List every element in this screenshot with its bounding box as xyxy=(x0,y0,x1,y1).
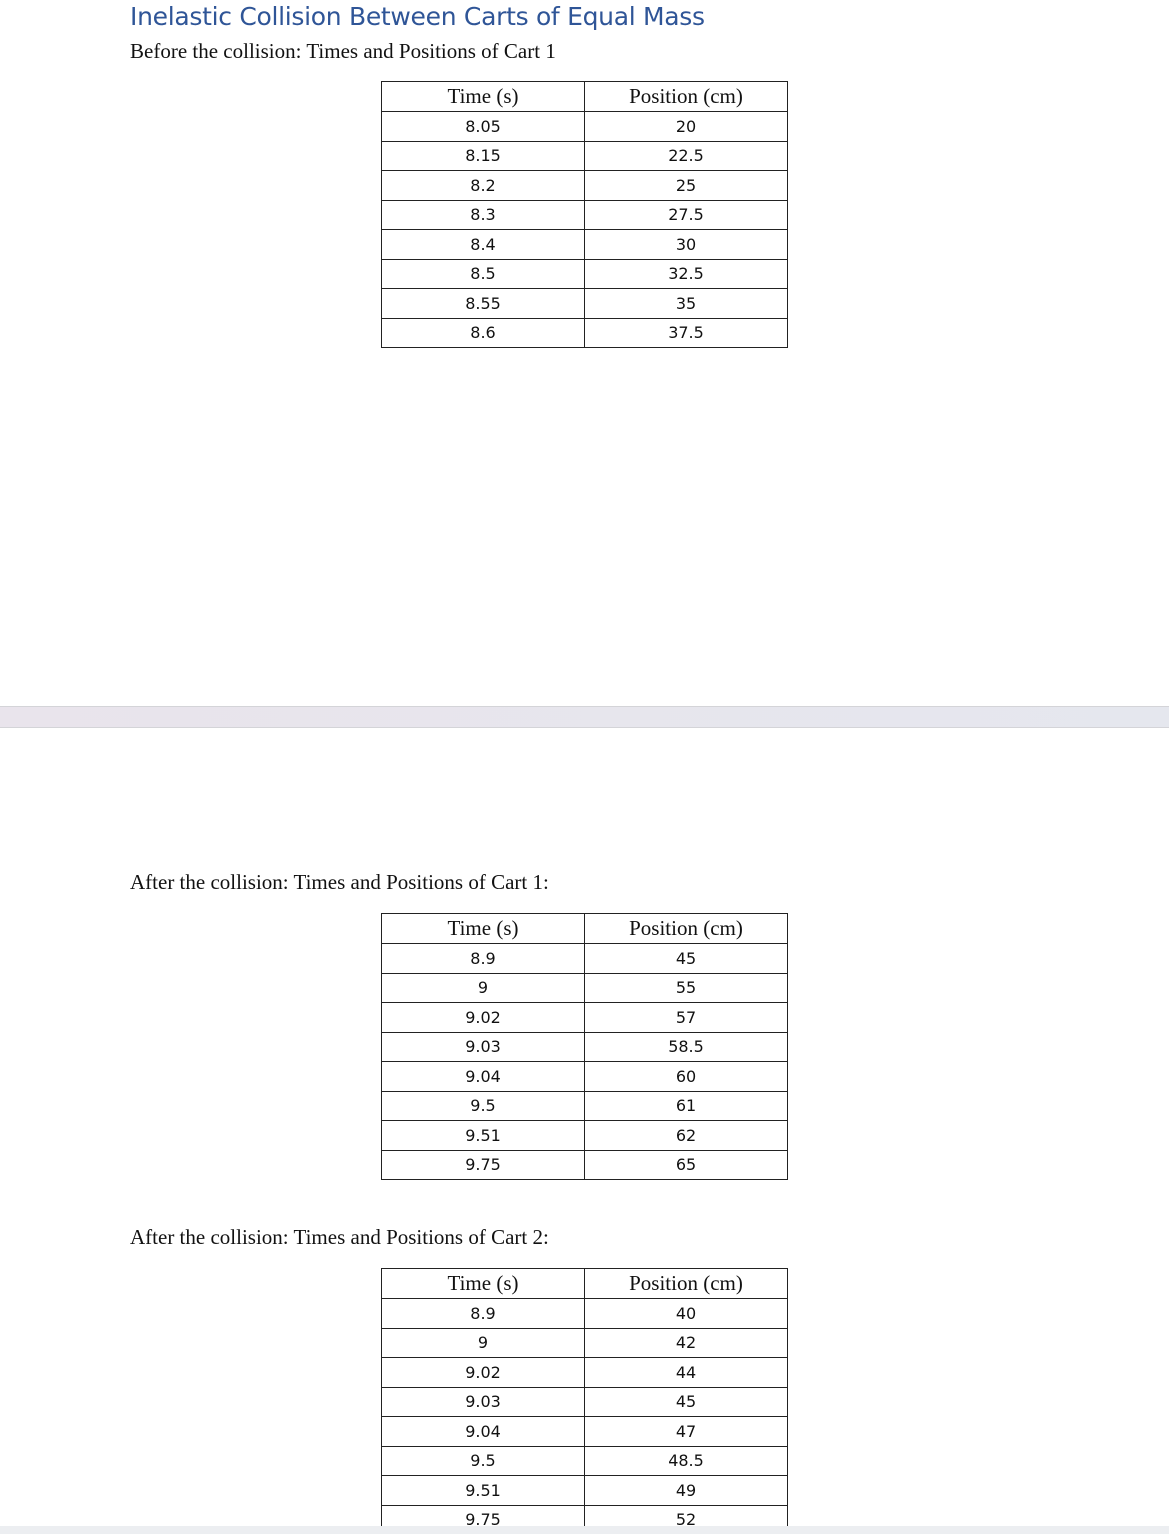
time-cell: 9.03 xyxy=(382,1387,585,1417)
table-row xyxy=(382,1417,788,1447)
table-row xyxy=(382,230,788,260)
table-header-row xyxy=(382,1269,788,1299)
time-cell: 8.05 xyxy=(382,112,585,142)
position-cell: 27.5 xyxy=(585,200,788,230)
position-cell: 40 xyxy=(585,1299,788,1329)
table-header-row xyxy=(382,82,788,112)
table-row xyxy=(382,1476,788,1506)
table-header-row xyxy=(382,914,788,944)
document-title: Inelastic Collision Between Carts of Equal Mass xyxy=(130,2,705,31)
table-row xyxy=(382,171,788,201)
position-cell: 22.5 xyxy=(585,141,788,171)
position-cell: 32.5 xyxy=(585,259,788,289)
position-cell: 48.5 xyxy=(585,1446,788,1476)
column-header-position: Position (cm) xyxy=(585,914,788,944)
table-after-cart1 xyxy=(381,913,788,1180)
column-header-time: Time (s) xyxy=(382,82,585,112)
position-cell: 45 xyxy=(585,944,788,974)
time-cell: 9.04 xyxy=(382,1062,585,1092)
position-cell: 58.5 xyxy=(585,1032,788,1062)
time-cell: 8.6 xyxy=(382,318,585,348)
table-row xyxy=(382,973,788,1003)
table-before-cart1 xyxy=(381,81,788,348)
page-break xyxy=(0,706,1169,728)
section-caption-after-cart2: After the collision: Times and Positions of Cart 2: xyxy=(130,1225,549,1249)
time-cell: 9.03 xyxy=(382,1032,585,1062)
table-row xyxy=(382,944,788,974)
position-cell: 44 xyxy=(585,1358,788,1388)
document-page-1 xyxy=(0,0,1169,706)
time-cell: 8.3 xyxy=(382,200,585,230)
position-cell: 57 xyxy=(585,1003,788,1033)
position-cell: 60 xyxy=(585,1062,788,1092)
time-cell: 9.51 xyxy=(382,1476,585,1506)
position-cell: 37.5 xyxy=(585,318,788,348)
time-cell: 9.5 xyxy=(382,1446,585,1476)
time-cell: 9.51 xyxy=(382,1121,585,1151)
position-cell: 25 xyxy=(585,171,788,201)
table-row xyxy=(382,289,788,319)
table-row xyxy=(382,1358,788,1388)
column-header-position: Position (cm) xyxy=(585,82,788,112)
table-row xyxy=(382,112,788,142)
section-caption-before-cart1: Before the collision: Times and Positions of Cart 1 xyxy=(130,39,556,63)
time-cell: 9 xyxy=(382,1328,585,1358)
document-page-2 xyxy=(0,728,1169,1526)
window-bottom-edge xyxy=(0,1526,1169,1534)
table-row xyxy=(382,1150,788,1180)
time-cell: 8.9 xyxy=(382,1299,585,1329)
position-cell: 49 xyxy=(585,1476,788,1506)
time-cell: 9.75 xyxy=(382,1150,585,1180)
table-after-cart2 xyxy=(381,1268,788,1526)
time-cell: 8.55 xyxy=(382,289,585,319)
position-cell: 47 xyxy=(585,1417,788,1447)
table-row xyxy=(382,1062,788,1092)
table-row xyxy=(382,259,788,289)
table-row xyxy=(382,1003,788,1033)
time-cell: 8.4 xyxy=(382,230,585,260)
table-row xyxy=(382,1091,788,1121)
table-row xyxy=(382,1505,788,1526)
time-cell: 9.02 xyxy=(382,1003,585,1033)
position-cell: 55 xyxy=(585,973,788,1003)
position-cell: 65 xyxy=(585,1150,788,1180)
position-cell: 52 xyxy=(585,1505,788,1526)
time-cell: 8.5 xyxy=(382,259,585,289)
time-cell: 8.15 xyxy=(382,141,585,171)
time-cell: 8.2 xyxy=(382,171,585,201)
section-caption-after-cart1: After the collision: Times and Positions of Cart 1: xyxy=(130,870,549,894)
table-row xyxy=(382,141,788,171)
table-row xyxy=(382,1121,788,1151)
table-row xyxy=(382,1387,788,1417)
time-cell: 8.9 xyxy=(382,944,585,974)
column-header-time: Time (s) xyxy=(382,1269,585,1299)
position-cell: 45 xyxy=(585,1387,788,1417)
table-row xyxy=(382,1328,788,1358)
table-row xyxy=(382,1032,788,1062)
column-header-time: Time (s) xyxy=(382,914,585,944)
position-cell: 35 xyxy=(585,289,788,319)
position-cell: 62 xyxy=(585,1121,788,1151)
table-row xyxy=(382,1299,788,1329)
time-cell: 9.75 xyxy=(382,1505,585,1526)
position-cell: 20 xyxy=(585,112,788,142)
table-row xyxy=(382,1446,788,1476)
table-row xyxy=(382,318,788,348)
position-cell: 42 xyxy=(585,1328,788,1358)
time-cell: 9.5 xyxy=(382,1091,585,1121)
position-cell: 61 xyxy=(585,1091,788,1121)
time-cell: 9 xyxy=(382,973,585,1003)
table-row xyxy=(382,200,788,230)
position-cell: 30 xyxy=(585,230,788,260)
time-cell: 9.02 xyxy=(382,1358,585,1388)
column-header-position: Position (cm) xyxy=(585,1269,788,1299)
time-cell: 9.04 xyxy=(382,1417,585,1447)
